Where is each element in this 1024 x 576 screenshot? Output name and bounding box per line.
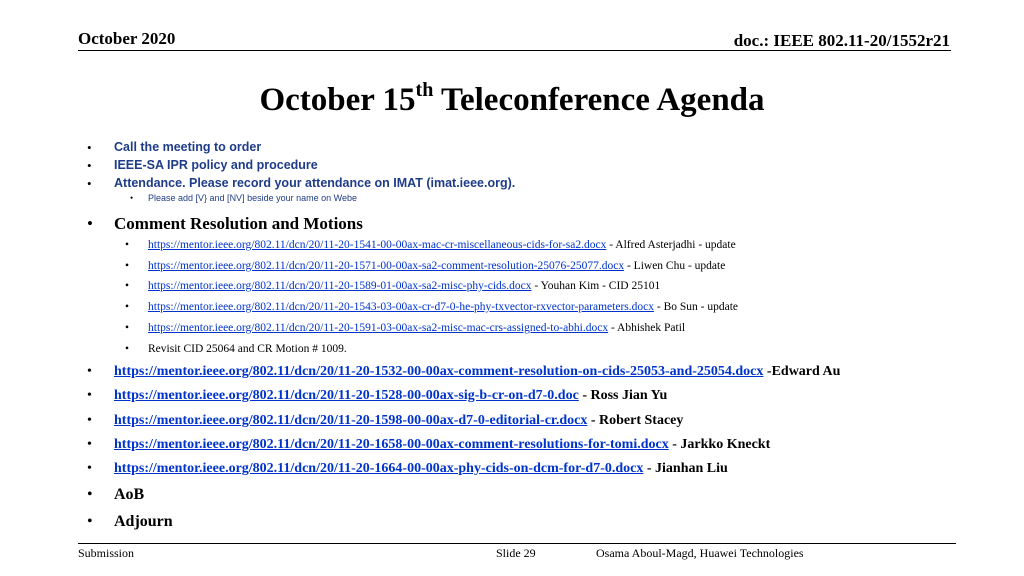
document-link[interactable]: https://mentor.ieee.org/802.11/dcn/20/11-20-1571-00-00ax-sa2-comment-resolution-25076-25077.docx — [148, 260, 625, 272]
document-link[interactable]: https://mentor.ieee.org/802.11/dcn/20/11-20-1532-00-00ax-comment-resolution-on-cids-25053-and-25054.docx — [114, 364, 764, 379]
item-owner: - Jianhan Liu — [643, 461, 728, 476]
document-link[interactable]: https://mentor.ieee.org/802.11/dcn/20/11-20-1528-00-00ax-sig-b-cr-on-d7-0.doc — [114, 388, 579, 403]
bullet: • — [125, 239, 130, 251]
bullet: • — [87, 140, 92, 155]
item-owner: - Liwen Chu - update — [624, 260, 726, 272]
slide-title — [0, 79, 1024, 119]
document-link[interactable]: https://mentor.ieee.org/802.11/dcn/20/11-20-1664-00-00ax-phy-cids-on-dcm-for-d7-0.docx — [114, 461, 644, 476]
item-owner: - Robert Stacey — [587, 413, 684, 428]
section-title: Comment Resolution and Motions — [114, 214, 363, 233]
bullet: • — [125, 343, 130, 355]
bullet: • — [87, 364, 92, 379]
footer-divider — [78, 543, 956, 544]
item-owner: - Youhan Kim - CID 25101 — [531, 280, 661, 292]
header-date: October 2020 — [78, 29, 176, 48]
document-link[interactable]: https://mentor.ieee.org/802.11/dcn/20/11-20-1598-00-00ax-d7-0-editorial-cr.docx — [114, 413, 588, 428]
footer-author: Osama Aboul-Magd, Huawei Technologies — [596, 546, 804, 560]
bullet: • — [87, 513, 93, 530]
item-text: Call the meeting to order — [114, 140, 262, 154]
title-superscript: th — [415, 79, 434, 101]
bullet: • — [125, 260, 130, 272]
footer-slide-number: Slide 29 — [496, 546, 536, 560]
item-owner: - Ross Jian Yu — [578, 388, 668, 403]
document-link[interactable]: https://mentor.ieee.org/802.11/dcn/20/11-20-1658-00-00ax-comment-resolutions-for-tomi.docx — [114, 437, 669, 452]
item-text: Adjourn — [114, 513, 173, 530]
title-main: October 15 — [259, 82, 416, 118]
bullet: • — [125, 301, 130, 313]
item-owner: - Bo Sun - update — [654, 301, 739, 313]
document-link[interactable]: https://mentor.ieee.org/802.11/dcn/20/11-20-1591-03-00ax-sa2-misc-mac-crs-assigned-to-abhi.docx — [148, 322, 609, 334]
item-owner: - Abhishek Patil — [608, 322, 686, 334]
bullet: • — [125, 322, 130, 334]
title-rest: Teleconference Agenda — [433, 82, 765, 118]
bullet: • — [87, 214, 93, 233]
header-divider — [78, 50, 951, 51]
item-text: Please add [V} and [NV] beside your name on Webe — [148, 193, 357, 203]
bullet: • — [130, 193, 134, 203]
bullet: • — [87, 486, 93, 503]
item-owner: -Edward Au — [763, 364, 841, 379]
bullet: • — [87, 461, 92, 476]
footer-submission: Submission — [78, 546, 135, 560]
bullet: • — [87, 176, 92, 191]
document-link[interactable]: https://mentor.ieee.org/802.11/dcn/20/11-20-1589-01-00ax-sa2-misc-phy-cids.docx — [148, 280, 532, 292]
header-doc-number: doc.: IEEE 802.11-20/1552r21 — [733, 31, 950, 50]
document-link[interactable]: https://mentor.ieee.org/802.11/dcn/20/11-20-1543-03-00ax-cr-d7-0-he-phy-txvector-rxvector-parameters.docx — [148, 301, 654, 313]
item-text: Attendance. Please record your attendance on IMAT (imat.ieee.org). — [114, 176, 516, 190]
item-text: Revisit CID 25064 and CR Motion # 1009. — [148, 343, 347, 355]
bullet: • — [125, 280, 130, 292]
item-owner: - Alfred Asterjadhi - update — [606, 239, 736, 251]
item-text: IEEE-SA IPR policy and procedure — [114, 158, 318, 172]
bullet: • — [87, 388, 92, 403]
item-text: AoB — [114, 486, 145, 503]
bullet: • — [87, 437, 92, 452]
bullet: • — [87, 158, 92, 173]
item-owner: - Jarkko Kneckt — [668, 437, 771, 452]
document-link[interactable]: https://mentor.ieee.org/802.11/dcn/20/11-20-1541-00-00ax-mac-cr-miscellaneous-cids-for-sa2.docx — [148, 239, 607, 251]
bullet: • — [87, 413, 92, 428]
